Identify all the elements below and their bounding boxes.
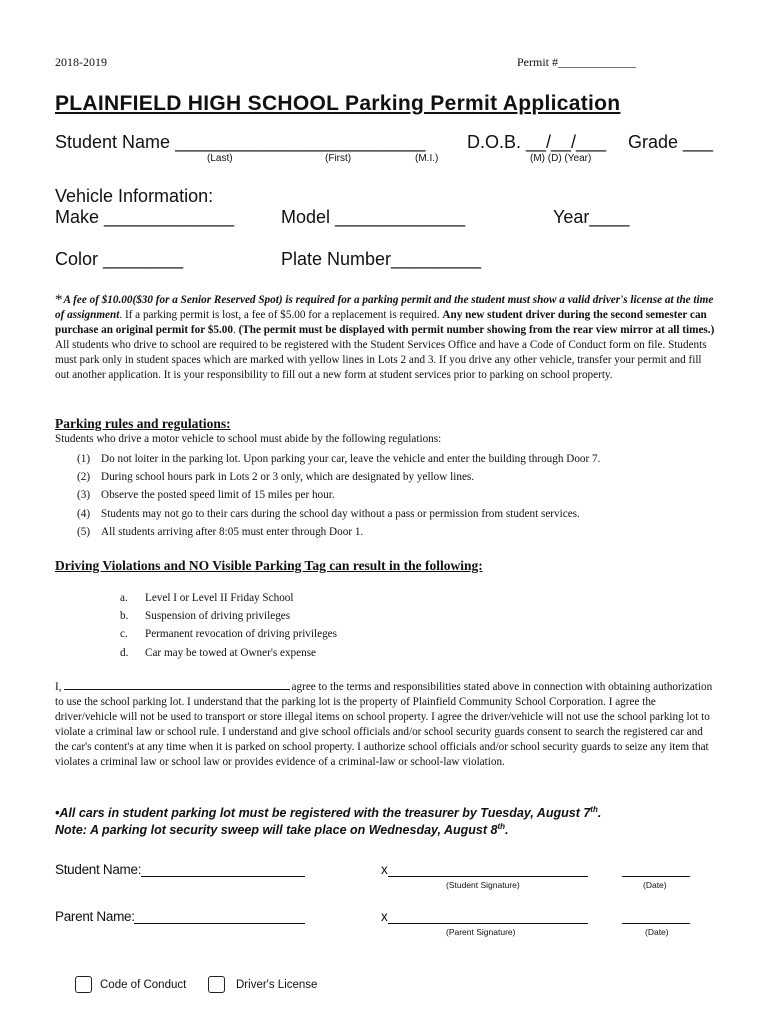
date-caption: (Date) (643, 880, 667, 890)
parent-signature-caption: (Parent Signature) (446, 927, 516, 937)
list-item: b. Suspension of driving privileges (120, 610, 291, 623)
asterisk-mark: * (55, 292, 63, 308)
school-year: 2018-2019 (55, 55, 107, 69)
sub-label-last: (Last) (207, 153, 233, 164)
permit-number-field[interactable]: Permit #_____________ (517, 55, 636, 69)
registration-notice: •All cars in student parking lot must be registered with the treasurer by Tuesday, August 7th. (55, 805, 602, 821)
rules-heading: Parking rules and regulations: (55, 416, 231, 431)
list-item: (3) Observe the posted speed limit of 15 miles per hour. (77, 489, 335, 502)
fee-bold-1: Any new student driver during the second semester can purchase an original permit for $5.00 (55, 309, 707, 336)
fee-text-1: . If a parking permit is lost, a fee of $5.00 for a replacement is required. (119, 309, 443, 321)
fee-bold-2: (The permit must be displayed with permit number showing from the rear view mirror at all times.) (238, 324, 715, 336)
parent-name-signature-line[interactable] (134, 923, 305, 924)
code-of-conduct-checkbox[interactable] (75, 976, 92, 993)
fee-paragraph (55, 293, 715, 383)
violations-heading: Driving Violations and NO Visible Parking Tag can result in the following: (55, 558, 483, 573)
list-item: c. Permanent revocation of driving privileges (120, 628, 337, 641)
make-field[interactable]: Make _____________ (55, 207, 235, 227)
agreement-paragraph (55, 679, 715, 770)
agreement-name-field[interactable] (64, 679, 290, 690)
x-mark: x (381, 862, 388, 877)
student-date-line[interactable] (622, 876, 690, 877)
student-signature-caption: (Student Signature) (446, 880, 520, 890)
dob-field[interactable]: D.O.B. __/__/___ (467, 132, 607, 152)
student-name-label: Student Name: (55, 862, 142, 877)
list-item: (1) Do not loiter in the parking lot. Upon parking your car, leave the vehicle and enter the building through Door 7. (77, 453, 601, 465)
fee-text-2: . (232, 324, 239, 336)
drivers-license-label: Driver's License (236, 979, 318, 991)
model-field[interactable]: Model _____________ (281, 207, 466, 227)
list-item: a. Level I or Level II Friday School (120, 592, 294, 604)
fee-text-3: All students who drive to school are required to be registered with the Student Services Office and have a Code of Conduct form on file. Students must park only in student spaces which are marked with yellow lines in Lots 2 and 3. If you drive any other vehicle, transfer your permit and fill out another application. It is your responsibility to fill out a new form at student services prior to parking on school property. (55, 339, 707, 381)
rules-intro: Students who drive a motor vehicle to school must abide by the following regulations: (55, 433, 442, 445)
parent-date-line[interactable] (622, 923, 690, 924)
color-field[interactable]: Color ________ (55, 249, 184, 269)
rules-list (77, 450, 600, 541)
student-signature-line[interactable] (388, 876, 588, 877)
code-of-conduct-label: Code of Conduct (100, 979, 187, 991)
list-item: (2) During school hours park in Lots 2 or 3 only, which are designated by yellow lines. (77, 471, 475, 484)
drivers-license-checkbox[interactable] (208, 976, 225, 993)
date-caption: (Date) (645, 927, 669, 937)
parent-name-label: Parent Name: (55, 909, 135, 924)
sub-label-mi: (M.I.) (415, 153, 439, 164)
sub-label-date: (M) (D) (Year) (530, 153, 592, 164)
agreement-prefix: I, (55, 681, 62, 693)
page-title: PLAINFIELD HIGH SCHOOL Parking Permit Application (55, 92, 621, 115)
year-field[interactable]: Year____ (553, 207, 630, 227)
vehicle-heading: Vehicle Information: (55, 186, 214, 206)
grade-field[interactable]: Grade ___ (628, 132, 714, 152)
violations-list (120, 589, 337, 662)
plate-number-field[interactable]: Plate Number_________ (281, 249, 482, 269)
list-item: d. Car may be towed at Owner's expense (120, 646, 317, 659)
list-item: (5) All students arriving after 8:05 must enter through Door 1. (77, 525, 364, 538)
x-mark: x (381, 909, 388, 924)
agreement-text: agree to the terms and responsibilities stated above in connection with obtaining authorization to use the school parking lot. I understand that the parking lot is the property of Plainfield Community School Corporation. I agree the driver/vehicle will not be used to transport or store illegal items on school property. I agree the driver/vehicle will not use the school parking lot to violate a criminal law or school rule. I understand and give school officials and/or school security guards consent to search the registered car and the car's content's at any time when it is parked on school property. I authorize school officials and/or school security guards to seize any item that violates a criminal law or school law or provides evidence of a criminal-law or school-law violation. (55, 681, 713, 768)
security-sweep-notice: Note: A parking lot security sweep will take place on Wednesday, August 8th. (55, 822, 509, 838)
student-name-field[interactable]: Student Name _________________________ (55, 132, 426, 152)
student-name-signature-line[interactable] (141, 876, 305, 877)
parent-signature-line[interactable] (388, 923, 588, 924)
list-item: (4) Students may not go to their cars during the school day without a pass or permission from student services. (77, 507, 580, 520)
sub-label-first: (First) (325, 153, 352, 164)
fee-note-bold: A fee of $10.00($30 for a Senior Reserved Spot) is required for a parking permit and the student must show a valid driver's license at the time of assignment (55, 294, 714, 321)
